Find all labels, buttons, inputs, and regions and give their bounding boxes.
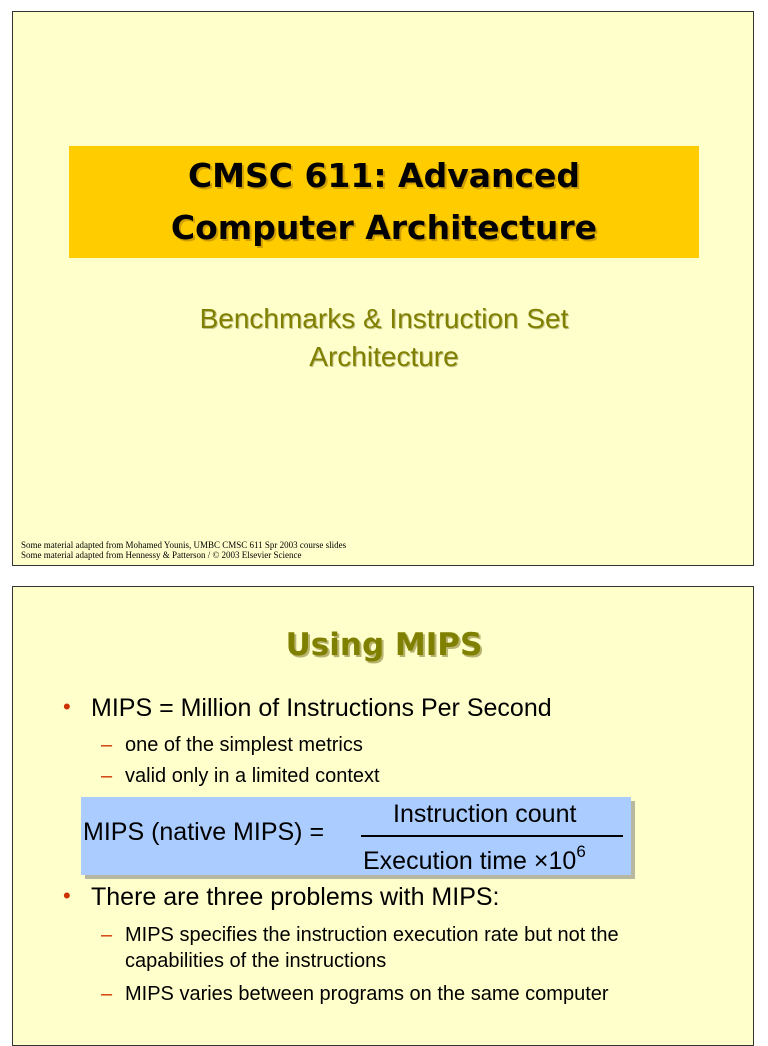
denominator-text: Execution time ×10 [363,847,577,875]
formula-lhs: MIPS (native MIPS) = [83,818,325,846]
fraction-bar [361,835,623,837]
sub-bullet [101,763,380,789]
subtitle-line-1: Benchmarks & Instruction Set [199,303,569,334]
slide-2 [12,586,754,1046]
credit-line-2: Some material adapted from Hennessy & Patterson / © 2003 Elsevier Science [21,550,302,560]
bullet-mips-problems [63,883,500,912]
sub-bullet-marker: – [101,765,113,787]
sub-bullet-marker: – [101,983,113,1005]
credit-line-1: Some material adapted from Mohamed Younis, UMBC CMSC 611 Spr 2003 course slides [21,540,347,550]
sub-bullet-text: valid only in a limited context [125,765,380,787]
sub-bullet-marker: – [101,924,113,946]
title-banner [69,146,699,258]
subtitle-line-2: Architecture [309,341,459,372]
credits [21,540,346,560]
sub-bullet-text: MIPS varies between programs on the same computer [125,983,609,1005]
sub-bullet [101,981,661,1007]
bullet-marker: • [63,883,71,908]
formula-denominator [363,842,586,876]
course-title-line-2: Computer Architecture [170,208,598,247]
lecture-subtitle [13,300,754,376]
slide-title: Using MIPS [285,627,483,663]
bullet-text: There are three problems with MIPS: [91,883,500,911]
bullet-mips-definition [63,694,552,723]
course-title-line-1: CMSC 611: Advanced [187,156,581,195]
mips-formula [81,797,631,875]
sub-bullet [101,922,671,974]
formula-numerator: Instruction count [393,800,577,828]
bullet-marker: • [63,694,71,719]
sub-bullet [101,732,363,758]
bullet-text: MIPS = Million of Instructions Per Second [91,694,552,722]
sub-bullet-text: one of the simplest metrics [125,734,363,756]
formula-exponent: 6 [576,842,586,861]
sub-bullet-text: MIPS specifies the instruction execution rate but not the capabilities of the instructions [125,924,619,972]
slide-1 [12,11,754,566]
sub-bullet-marker: – [101,734,113,756]
